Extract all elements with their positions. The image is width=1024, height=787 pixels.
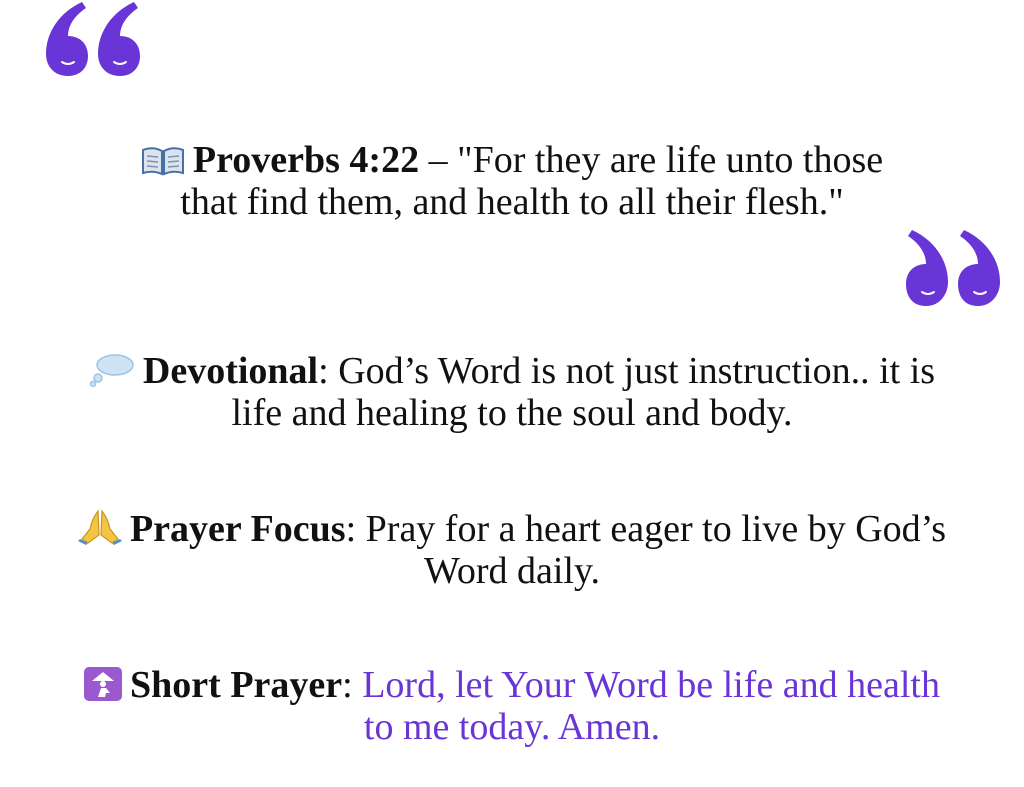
short-prayer-text-line-1: Lord, let Your Word be life and health — [362, 664, 940, 706]
devotional-block — [0, 350, 1024, 434]
verse-text-line-1: "For they are life unto those — [457, 139, 884, 181]
verse-separator: – — [419, 139, 458, 181]
verse-line-1 — [0, 139, 1024, 181]
devotional-label: Devotional — [142, 350, 319, 392]
short-prayer-colon: : — [342, 664, 363, 706]
prayer-focus-text-line-1: Pray for a heart eager to live by God’s — [365, 508, 947, 550]
devotional-line-1 — [0, 350, 1024, 392]
right-double-quote-icon — [904, 228, 1004, 306]
prayer-focus-colon: : — [345, 508, 366, 550]
short-prayer-block — [0, 664, 1024, 748]
devotional-colon: : — [318, 350, 339, 392]
short-prayer-label: Short Prayer — [130, 664, 343, 706]
verse-block — [0, 139, 1024, 223]
verse-text-line-2: that find them, and health to all their flesh." — [180, 181, 844, 223]
open-book-icon — [141, 146, 185, 176]
place-of-worship-icon — [84, 667, 122, 701]
short-prayer-text-line-2: to me today. Amen. — [363, 706, 661, 748]
left-double-quote-icon — [46, 0, 146, 76]
praying-hands-icon — [78, 509, 122, 545]
verse-reference: Proverbs 4:22 — [192, 139, 420, 181]
short-prayer-line-1 — [0, 664, 1024, 706]
prayer-focus-text-line-2: Word daily. — [424, 550, 600, 592]
devotional-text-line-1: God’s Word is not just instruction.. it is — [338, 350, 936, 392]
prayer-focus-label: Prayer Focus — [129, 508, 346, 550]
prayer-focus-block — [0, 508, 1024, 592]
prayer-focus-line-1 — [0, 508, 1024, 550]
thought-bubble-icon — [89, 353, 135, 387]
devotional-text-line-2: life and healing to the soul and body. — [231, 392, 793, 434]
